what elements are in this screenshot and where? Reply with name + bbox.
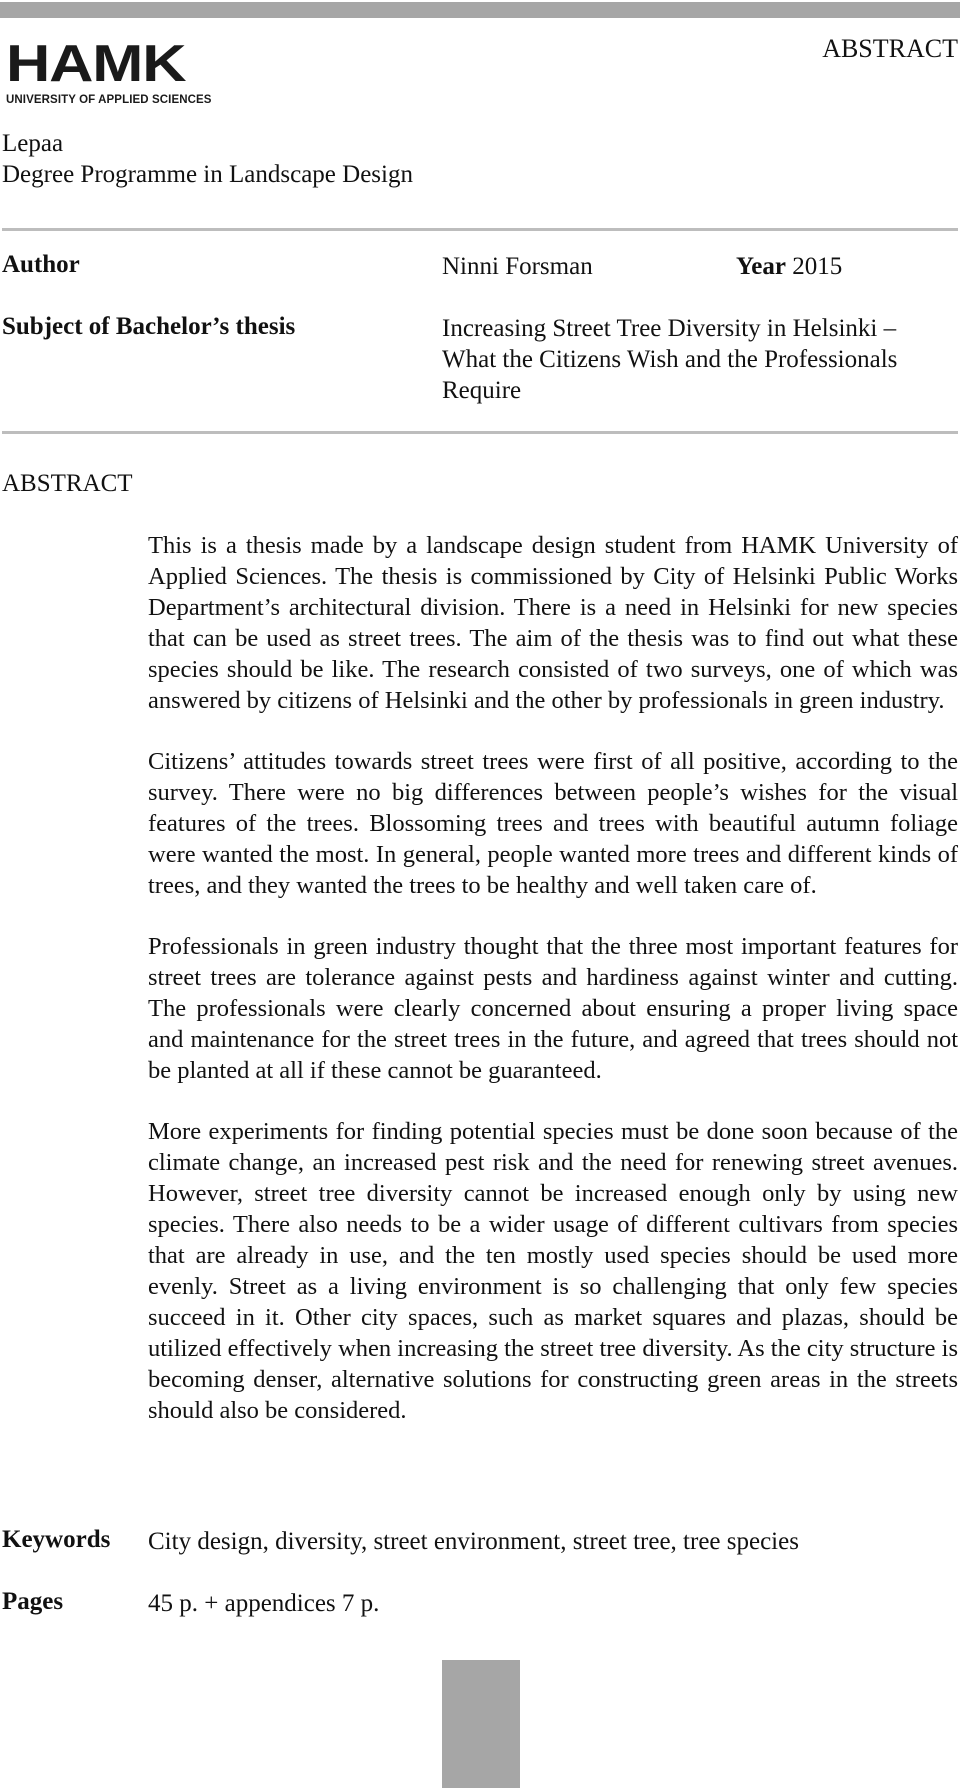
- abstract-paragraph: More experiments for finding potential species must be done soon because of the climate change, an increased pest risk and the need for renewing street avenues. However, street tree diversity cannot be increased enough only by using new species. There also needs to be a wider usage of different cultivars from species that are already in use, and the ten mostly used species should be used more evenly. Street as a living environment is so challenging that only few species succeed in it. Other city spaces, such as market squares and plazas, should be utilized effectively when increasing the street tree diversity. As the city structure is becoming denser, alternative solutions for constructing green areas in the streets should also be considered.: [148, 1118, 958, 1424]
- campus-block: [2, 128, 413, 190]
- pages-label: Pages: [2, 1588, 64, 1615]
- subject-line: Require: [442, 377, 522, 404]
- keywords-value: City design, diversity, street environment, street tree, tree species: [148, 1528, 799, 1555]
- subject-value: [442, 313, 897, 406]
- subject-line: What the Citizens Wish and the Professionals: [442, 346, 898, 373]
- pages-value: 45 p. + appendices 7 p.: [148, 1590, 380, 1617]
- logo-subline: UNIVERSITY OF APPLIED SCIENCES: [6, 94, 212, 106]
- abstract-heading: ABSTRACT: [2, 470, 133, 497]
- abstract-paragraph: This is a thesis made by a landscape design student from HAMK University of Applied Sciences. The thesis is commissioned by City of Helsinki Public Works Department’s architectural division. There is a need in Helsinki for new species that can be used as street trees. The aim of the thesis was to find out what these species should be like. The research consisted of two surveys, one of which was answered by citizens of Helsinki and the other by professionals in green industry.: [148, 532, 958, 714]
- document-type: ABSTRACT: [822, 34, 958, 63]
- abstract-paragraph: Professionals in green industry thought that the three most important features for street trees are tolerance against pests and hardiness against winter and cutting. The professionals were clearly concerned about ensuring a proper living space and maintenance for the street trees in the future, and agreed that trees should not be planted at all if these cannot be guaranteed.: [148, 933, 958, 1084]
- abstract-body: [148, 530, 958, 1456]
- hamk-logo: [6, 35, 212, 106]
- year-label: Year: [736, 253, 786, 280]
- subject-label: Subject of Bachelor’s thesis: [2, 313, 296, 340]
- author-value: Ninni Forsman: [442, 253, 593, 280]
- top-bar: [0, 2, 960, 18]
- divider-top: [2, 228, 958, 231]
- year-field: [736, 251, 842, 282]
- keywords-label: Keywords: [2, 1526, 111, 1553]
- abstract-paragraph: Citizens’ attitudes towards street trees were first of all positive, according to the survey. There were no big differences between people’s wishes for the visual features of the trees. Blossoming trees and trees with beautiful autumn foliage were wanted the most. In general, people wanted more trees and different kinds of trees, and they wanted the trees to be healthy and well taken care of.: [148, 748, 958, 899]
- logo-wordmark: HAMK: [6, 35, 186, 93]
- bottom-tab: [442, 1660, 520, 1788]
- degree-programme: Degree Programme in Landscape Design: [2, 161, 413, 188]
- campus-name: Lepaa: [2, 130, 64, 157]
- author-label: Author: [2, 251, 80, 278]
- year-value: 2015: [792, 253, 843, 280]
- divider-bottom: [2, 431, 958, 434]
- subject-line: Increasing Street Tree Diversity in Helsinki –: [442, 315, 897, 342]
